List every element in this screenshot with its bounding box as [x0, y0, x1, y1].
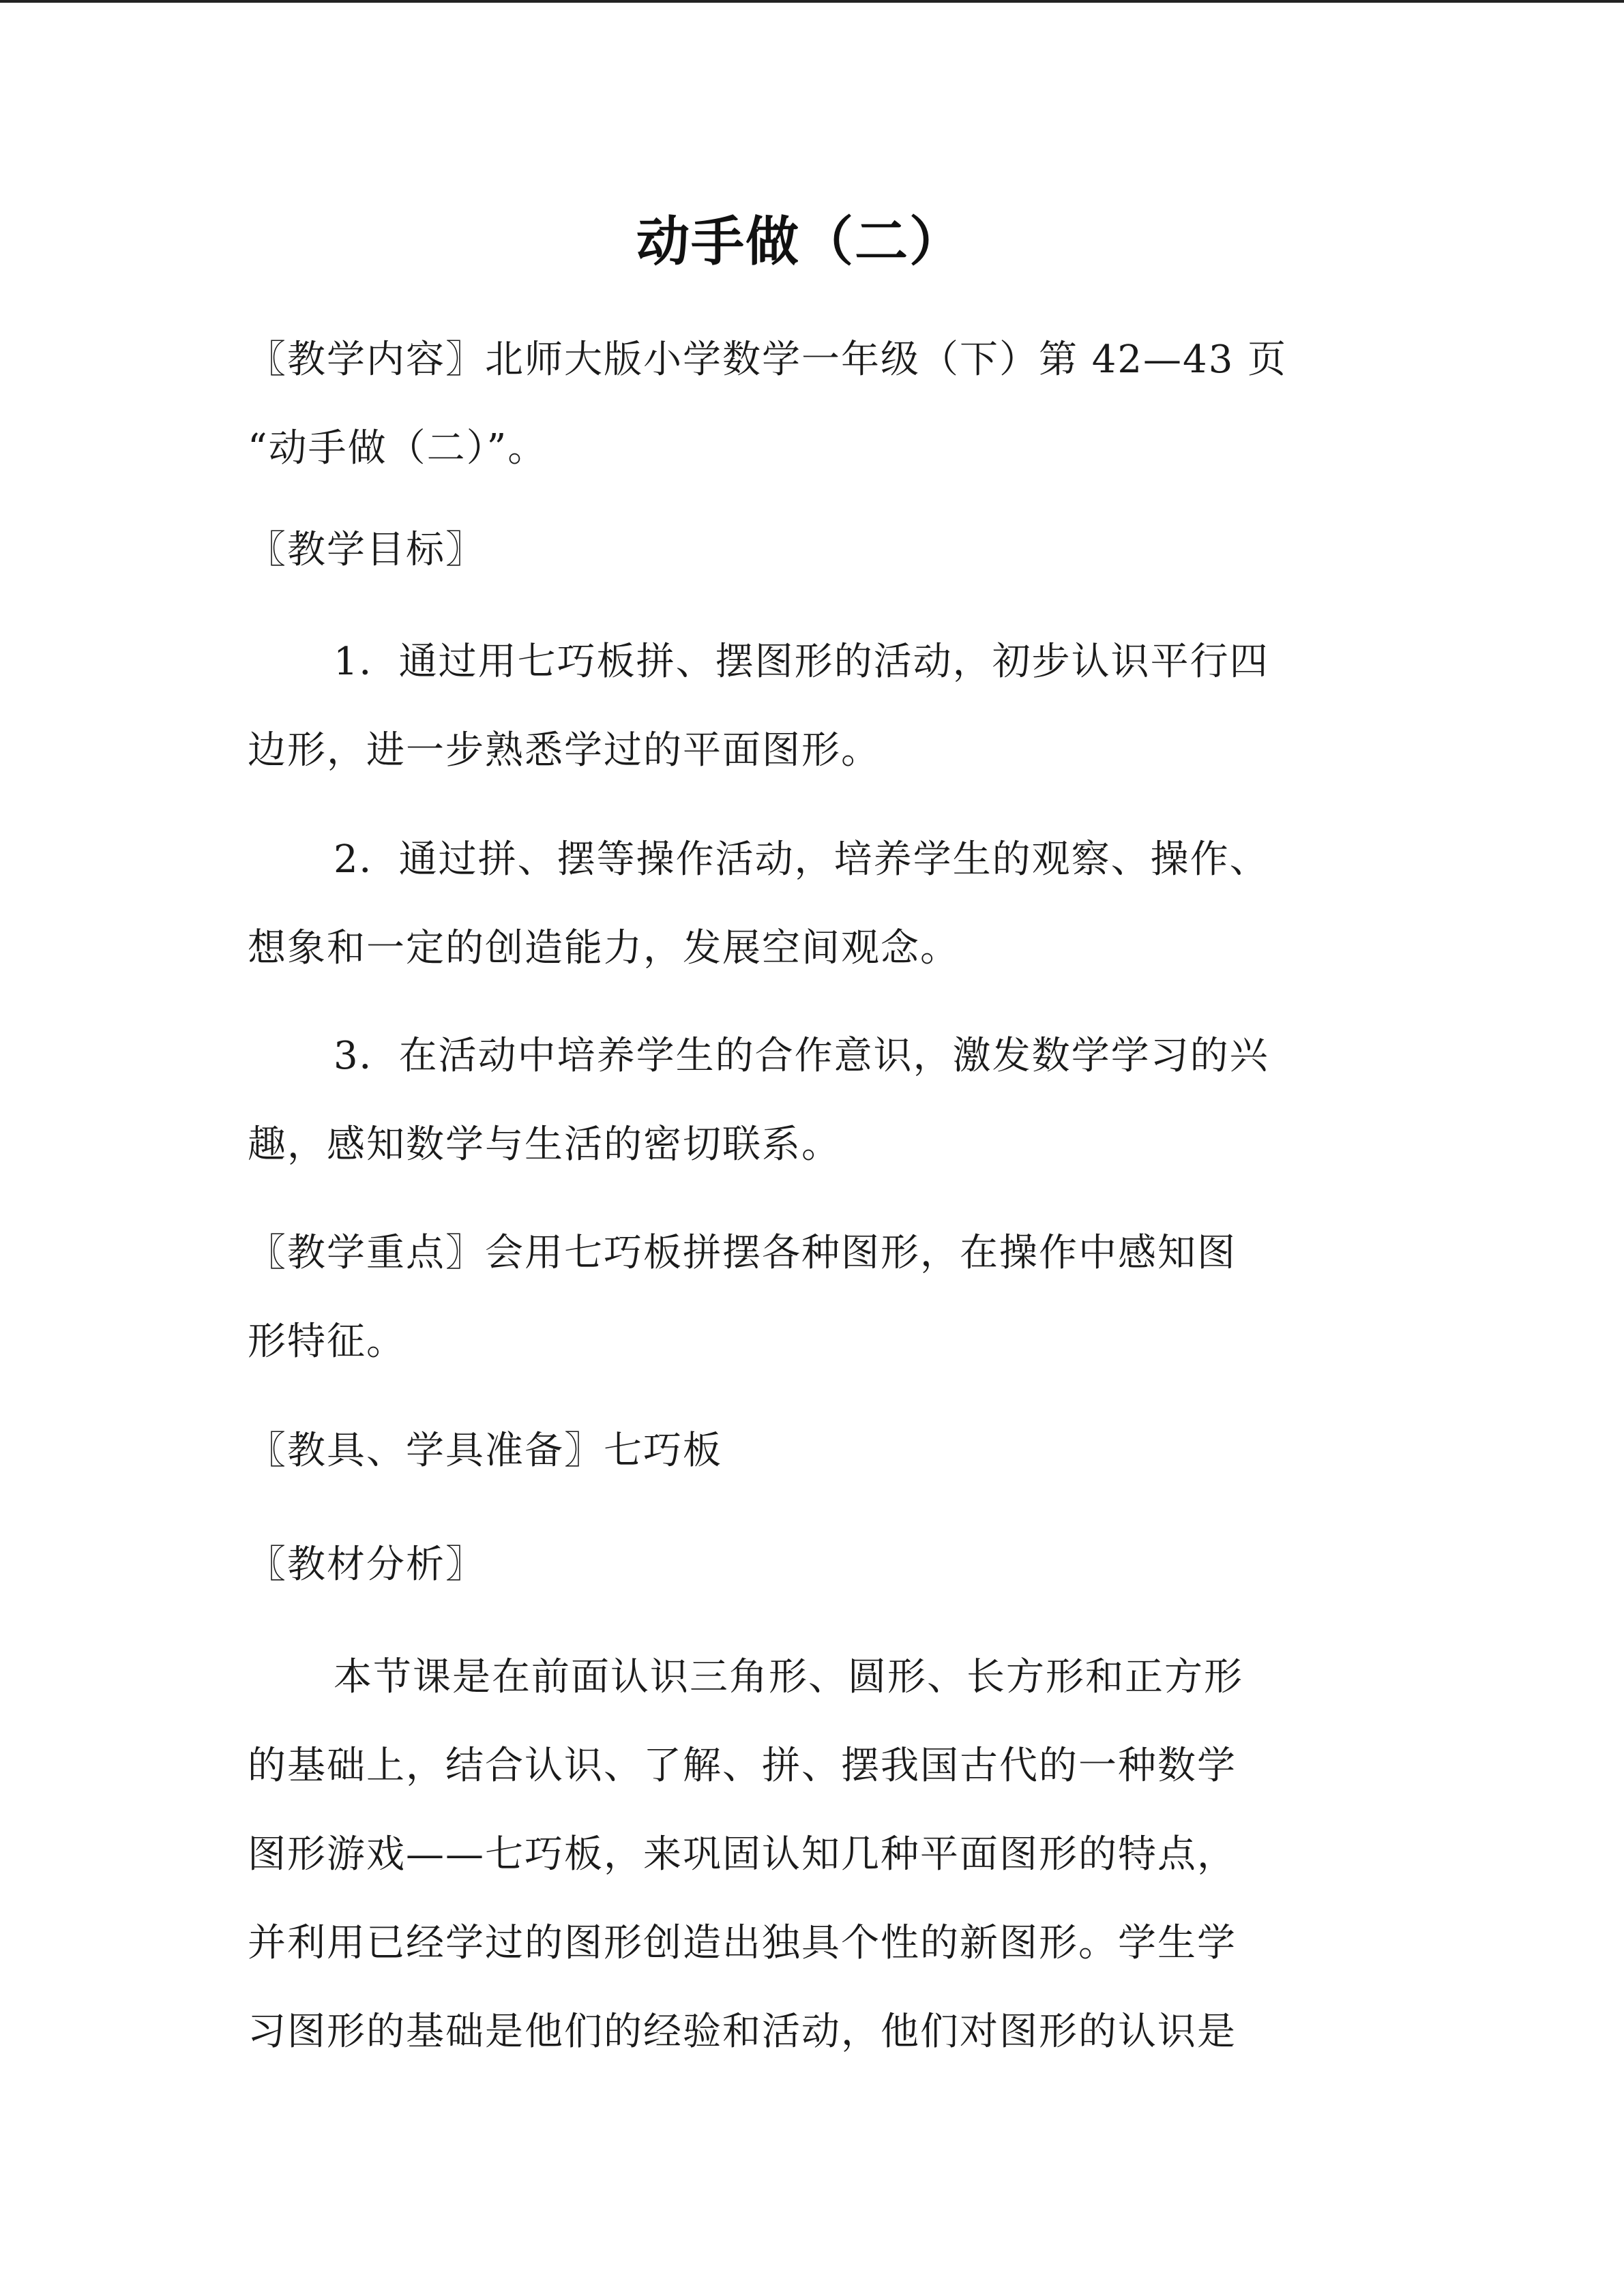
text-line: 3．在活动中培养学生的合作意识，激发数学学习的兴: [334, 1034, 1269, 1078]
text-line: 2．通过拼、摆等操作活动，培养学生的观察、操作、: [334, 837, 1269, 882]
text-line: 并利用已经学过的图形创造出独具个性的新图形。学生学: [248, 1921, 1237, 1965]
text-line: 〖教具、学具准备〗七巧板: [248, 1429, 722, 1473]
text-line: 〖教学目标〗: [248, 528, 485, 572]
text-line: 〖教学重点〗会用七巧板拼摆各种图形，在操作中感知图: [248, 1231, 1237, 1275]
text-line: 的基础上，结合认识、了解、拼、摆我国古代的一种数学: [248, 1744, 1237, 1788]
text-line: 形特征。: [248, 1320, 406, 1364]
text-line: 〖教学内容〗北师大版小学数学一年级（下）第 42—43 页: [248, 338, 1288, 382]
text-line: 1．通过用七巧板拼、摆图形的活动，初步认识平行四: [334, 640, 1269, 684]
paragraph-goal-1: [248, 618, 1353, 795]
text-line: 习图形的基础是他们的经验和活动，他们对图形的认识是: [248, 2010, 1237, 2054]
paragraph-teaching-focus: [248, 1209, 1353, 1386]
heading-teaching-goals: [248, 506, 1353, 595]
paragraph-goal-2: [248, 816, 1353, 993]
paragraph-goal-3: [248, 1012, 1353, 1189]
text-line: 想象和一定的创造能力，发展空间观念。: [248, 926, 960, 970]
text-line: 图形游戏——七巧板，来巩固认知几种平面图形的特点，: [248, 1832, 1237, 1877]
paragraph-material-analysis-body: [248, 1633, 1353, 2076]
text-line: 趣，感知数学与生活的密切联系。: [248, 1122, 841, 1167]
text-line: 本节课是在前面认识三角形、圆形、长方形和正方形: [334, 1655, 1243, 1699]
document-title: 动手做（二）: [636, 211, 964, 273]
text-line: 〖教材分析〗: [248, 1542, 485, 1587]
paragraph-teaching-tools: [248, 1407, 1353, 1495]
paragraph-teaching-content: [248, 316, 1353, 493]
text-line: “动手做（二）”。: [248, 426, 548, 471]
text-line: 边形，进一步熟悉学过的平面图形。: [248, 728, 881, 773]
page-top-border: [0, 0, 1624, 3]
heading-material-analysis: [248, 1521, 1353, 1609]
